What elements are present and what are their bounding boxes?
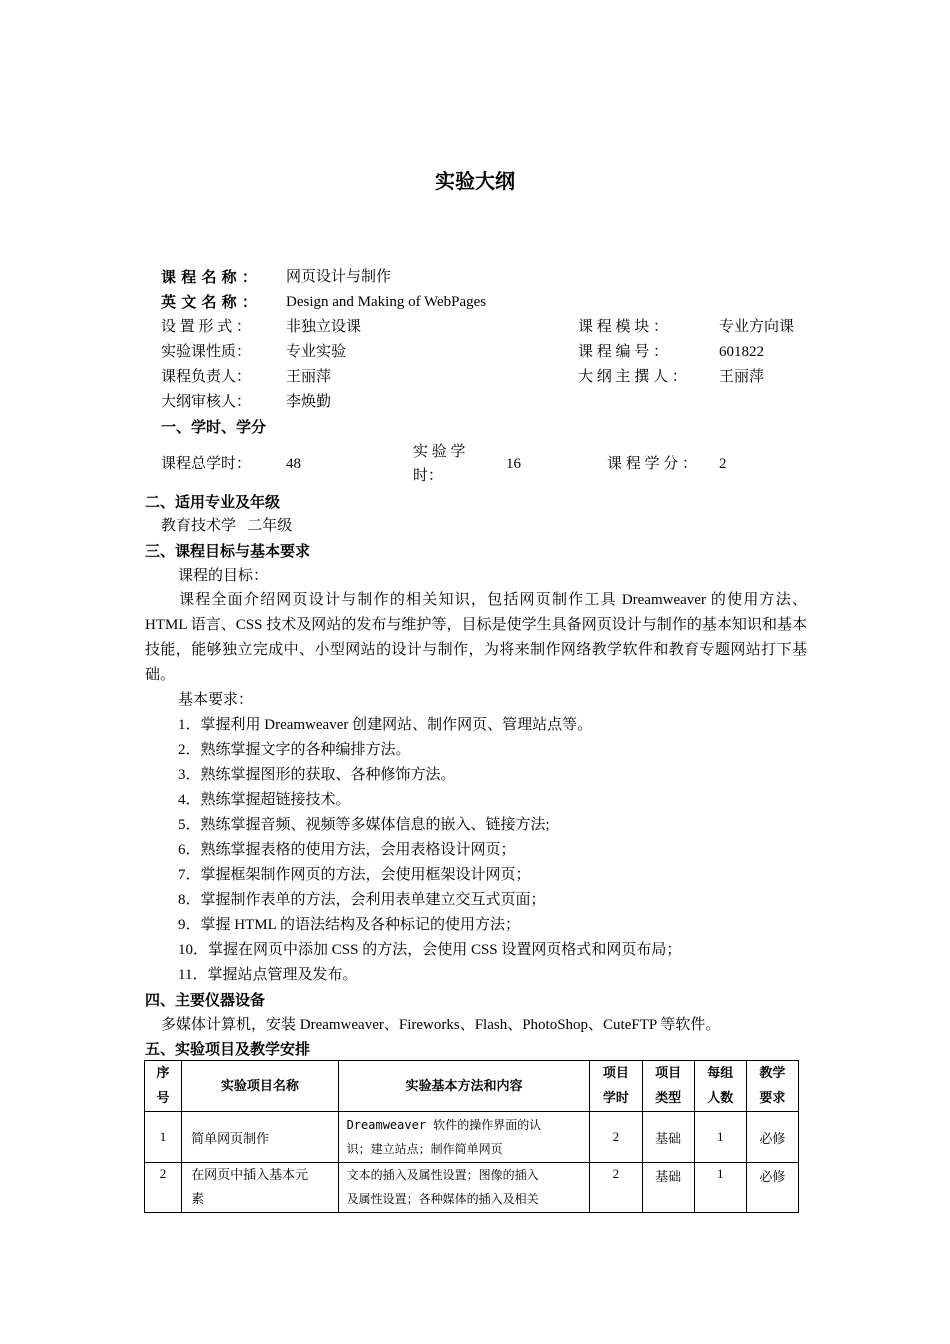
course-name-label: 课 程 名 称 ： [161, 268, 257, 286]
row-requirement: 必修 [746, 1163, 798, 1213]
row-hours: 2 [590, 1163, 642, 1213]
row-content: 文本的插入及属性设置；图像的插入 及属性设置；各种媒体的插入及相关 [338, 1163, 590, 1213]
page-title: 实验大纲 [435, 169, 515, 193]
requirement-item: 8．掌握制作表单的方法，会利用表单建立交互式页面； [178, 892, 546, 908]
requirement-item: 5．熟练掌握音频、视频等多媒体信息的嵌入、链接方法; [178, 817, 550, 833]
section2-heading: 二、适用专业及年级 [145, 493, 281, 511]
row-people: 1 [694, 1112, 746, 1163]
course-name-value: 网页设计与制作 [286, 269, 392, 285]
row-no: 1 [145, 1112, 182, 1163]
section2-text: 教育技术学 二年级 [161, 518, 293, 534]
section4-text: 多媒体计算机，安装 Dreamweaver、Fireworks、Flash、PhotoShop、CuteFTP 等软件。 [161, 1017, 721, 1033]
goal-label: 课程的目标： [178, 568, 269, 584]
requirement-item: 9．掌握 HTML 的语法结构及各种标记的使用方法； [178, 917, 520, 933]
section1-heading: 一、学时、学分 [161, 418, 267, 436]
header-name: 实验项目名称 [182, 1061, 338, 1112]
row-requirement: 必修 [746, 1112, 798, 1163]
requirement-item: 4．熟练掌握超链接技术。 [178, 792, 351, 808]
header-hours: 项目 学时 [590, 1061, 642, 1112]
module-value: 专业方向课 [719, 319, 795, 335]
module-label: 课 程 模 块 ： [578, 319, 669, 335]
requirement-item: 6．熟练掌握表格的使用方法，会用表格设计网页； [178, 842, 516, 858]
credits-label: 课 程 学 分 ： [607, 456, 698, 472]
row-name: 在网页中插入基本元 素 [182, 1163, 338, 1213]
requirements-label: 基本要求： [178, 692, 254, 708]
leader-label: 课程负责人： [161, 369, 252, 385]
reviewer-value: 李焕勤 [286, 394, 332, 410]
table-row [145, 1112, 799, 1163]
requirement-item: 10．掌握在网页中添加 CSS 的方法，会使用 CSS 设置网页格式和网页布局； [178, 942, 682, 958]
header-no: 序 号 [145, 1061, 182, 1112]
requirement-item: 1．掌握利用 Dreamweaver 创建网站、制作网页、管理站点等。 [178, 717, 593, 733]
section4-heading: 四、主要仪器设备 [145, 991, 266, 1009]
header-requirement: 教学 要求 [746, 1061, 798, 1112]
nature-label: 实验课性质： [161, 344, 252, 360]
experiment-table [144, 1060, 799, 1213]
goal-paragraph: 课程全面介绍网页设计与制作的相关知识，包括网页制作工具 Dreamweaver 的使用方法、HTML 语言、CSS 技术及网站的发布与维护等，目标是使学生具备网页设计与制作的基本知识和基本技能，能够独立完成中、小型网站的设计与制作，为将来制作网络教学软件和教育专题网站打下基础。 [145, 592, 807, 683]
lab-hours-label-1: 实 验 学 [413, 444, 466, 460]
author-label: 大 纲 主 撰 人 ： [578, 369, 687, 385]
requirement-item: 3．熟练掌握图形的获取、各种修饰方法。 [178, 767, 456, 783]
header-people: 每组 人数 [694, 1061, 746, 1112]
table-header-row [145, 1061, 799, 1112]
section3-heading: 三、课程目标与基本要求 [145, 542, 311, 560]
row-name: 简单网页制作 [182, 1112, 338, 1163]
lab-hours-value: 16 [506, 456, 521, 472]
row-type: 基础 [642, 1112, 694, 1163]
table-row [145, 1163, 799, 1213]
english-name-value: Design and Making of WebPages [286, 294, 487, 310]
total-hours-value: 48 [286, 456, 301, 472]
requirement-item: 7．掌握框架制作网页的方法，会使用框架设计网页； [178, 867, 531, 883]
header-type: 项目 类型 [642, 1061, 694, 1112]
english-name-label: 英 文 名 称 ： [161, 293, 257, 311]
code-label: 课 程 编 号 ： [578, 344, 669, 360]
total-hours-label: 课程总学时： [161, 456, 252, 472]
section5-heading: 五、实验项目及教学安排 [145, 1040, 311, 1058]
setting-form-label: 设 置 形 式 ： [161, 319, 252, 335]
row-hours: 2 [590, 1112, 642, 1163]
row-content: Dreamweaver 软件的操作界面的认 识；建立站点；制作简单网页 [338, 1112, 590, 1163]
author-value: 王丽萍 [719, 369, 765, 385]
reviewer-label: 大纲审核人： [161, 394, 252, 410]
code-value: 601822 [719, 344, 764, 360]
requirement-item: 11．掌握站点管理及发布。 [178, 967, 358, 983]
leader-value: 王丽萍 [286, 369, 332, 385]
row-people: 1 [694, 1163, 746, 1213]
header-content: 实验基本方法和内容 [338, 1061, 590, 1112]
setting-form-value: 非独立设课 [286, 319, 362, 335]
lab-hours-label-2: 时： [413, 468, 444, 484]
credits-value: 2 [719, 456, 727, 472]
nature-value: 专业实验 [286, 344, 347, 360]
row-no: 2 [145, 1163, 182, 1213]
row-type: 基础 [642, 1163, 694, 1213]
requirement-item: 2．熟练掌握文字的各种编排方法。 [178, 742, 411, 758]
